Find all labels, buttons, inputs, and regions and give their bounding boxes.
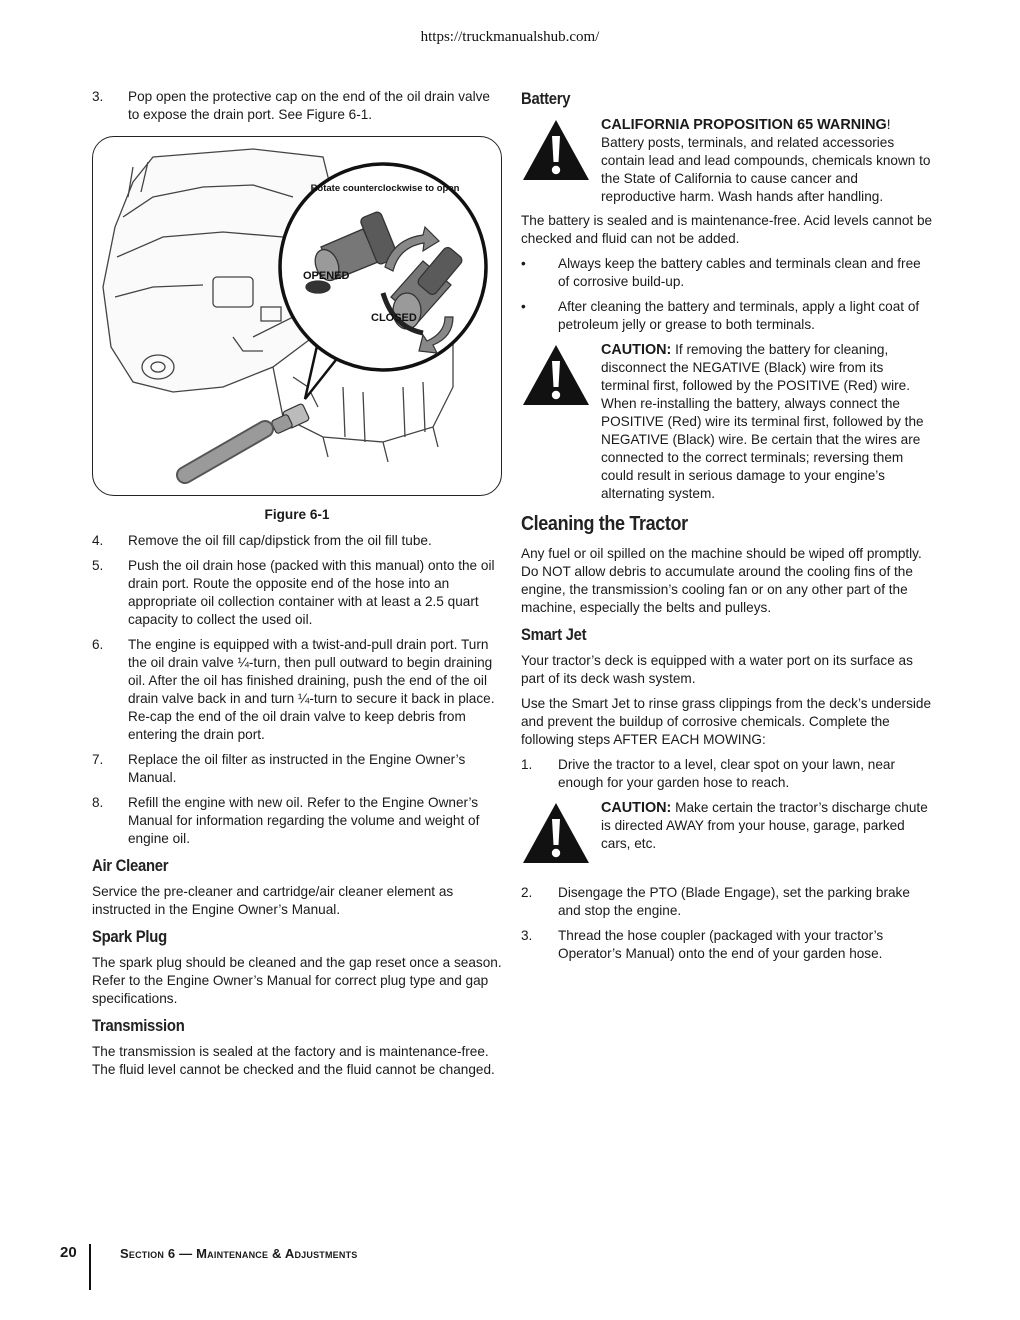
step-item — [92, 557, 502, 629]
caution-text: If removing the battery for cleaning, disconnect the NEGATIVE (Black) wire from its terminal first, followed by the POSITIVE (Red) wire. When re-installing the battery, always connect the POSITIVE (Red) wire its terminal first, followed by the NEGATIVE (Black) wire. Be certain that the wires are connected to the correct terminals; reversing them could result in serious damage to your engine’s alternating system. — [601, 342, 924, 501]
spark-plug-text: The spark plug should be cleaned and the gap reset once a season. Refer to the Engine Owner’s Manual for correct plug type and gap specifications. — [92, 955, 502, 1006]
air-cleaner-heading: Air Cleaner — [92, 857, 169, 875]
cleaning-heading: Cleaning the Tractor — [521, 513, 688, 535]
transmission-heading: Transmission — [92, 1017, 185, 1035]
bullet-item — [521, 298, 933, 334]
smart-jet-para2: Use the Smart Jet to rinse grass clippings from the deck’s underside and prevent the buildup of corrosive chemicals. Complete the following steps AFTER EACH MOWING: — [521, 696, 932, 747]
page-number: 20 — [60, 1244, 77, 1261]
figure-6-1 — [92, 136, 502, 496]
bullet-text: Always keep the battery cables and terminals clean and free of corrosive build-up. — [558, 256, 921, 289]
step-3 — [92, 88, 502, 124]
step-text: Pop open the protective cap on the end of the oil drain valve to expose the drain port. See Figure 6-1. — [128, 89, 490, 122]
source-url: https://truckmanualshub.com/ — [420, 29, 600, 45]
smart-jet-step-list — [521, 884, 933, 963]
footer-divider — [89, 1244, 91, 1290]
step-number: 8. — [92, 795, 104, 810]
step-number: 3. — [92, 89, 104, 104]
step-text: Disengage the PTO (Blade Engage), set the parking brake and stop the engine. — [558, 885, 910, 918]
step-number: 3. — [521, 928, 533, 943]
transmission-text: The transmission is sealed at the factory and is maintenance-free. The fluid level cannot be checked and the fluid cannot be changed. — [92, 1044, 495, 1077]
figure-label-closed: CLOSED — [371, 312, 417, 324]
step-number: 6. — [92, 637, 104, 652]
bullet-text: After cleaning the battery and terminals, apply a light coat of petroleum jelly or grease to both terminals. — [558, 299, 920, 332]
prop65-bang: ! — [886, 117, 891, 132]
prop65-heading: CALIFORNIA PROPOSITION 65 WARNING — [601, 117, 887, 133]
step-text: Replace the oil filter as instructed in the Engine Owner’s Manual. — [128, 752, 466, 785]
prop65-text: Battery posts, terminals, and related accessories contain lead and lead compounds, chemicals known to the State of California to cause cancer and reproductive harm. Wash hands after handling. — [601, 135, 931, 204]
figure-label-rotate: Rotate counterclockwise to open — [310, 183, 460, 194]
step-number: 7. — [92, 752, 104, 767]
battery-heading: Battery — [521, 90, 571, 108]
spark-plug-heading: Spark Plug — [92, 928, 167, 946]
step-text: Remove the oil fill cap/dipstick from the oil fill tube. — [128, 533, 432, 548]
left-step-list — [92, 532, 502, 848]
battery-bullet-list — [521, 255, 933, 334]
step-text: Thread the hose coupler (packaged with your tractor’s Operator’s Manual) onto the end of your garden hose. — [558, 928, 884, 961]
step-text: The engine is equipped with a twist-and-pull drain port. Turn the oil drain valve ¼-turn, then pull outward to begin draining oil. After the oil has finished draining, push the end of the oil drain valve back in and turn ¼-turn to secure it back in place. Re-cap the end of the oil drain valve to keep debris from entering the drain port. — [128, 637, 495, 742]
bullet-dot: • — [521, 256, 526, 271]
step-number: 2. — [521, 885, 533, 900]
step-item — [92, 532, 502, 550]
figure-label-opened: OPENED — [303, 270, 350, 282]
caution-heading: CAUTION: — [601, 800, 672, 816]
step-number: 4. — [92, 533, 104, 548]
left-column — [92, 88, 502, 1086]
step-item — [521, 927, 933, 963]
step-item — [92, 794, 502, 848]
smart-jet-heading: Smart Jet — [521, 626, 587, 644]
step-text: Refill the engine with new oil. Refer to the Engine Owner’s Manual for information regarding the volume and weight of engine oil. — [128, 795, 480, 846]
battery-caution — [521, 341, 933, 503]
oil-drain-illustration — [93, 137, 502, 496]
prop65-warning — [521, 116, 933, 206]
caution-triangle-icon — [521, 341, 601, 503]
bullet-item — [521, 255, 933, 291]
bullet-dot: • — [521, 299, 526, 314]
section-title: Section 6 — Maintenance & Adjustments — [120, 1246, 358, 1261]
step-item — [92, 636, 502, 744]
step-text: Drive the tractor to a level, clear spot on your lawn, near enough for your garden hose to reach. — [558, 757, 895, 790]
step-number: 1. — [521, 757, 533, 772]
caution-triangle-icon — [521, 799, 601, 870]
step-text: Push the oil drain hose (packed with this manual) onto the oil drain port. Route the opposite end of the hose into an appropriate oil collection container with at least a 2.5 quart capacity to collect the used oil. — [128, 558, 495, 627]
air-cleaner-text: Service the pre-cleaner and cartridge/air cleaner element as instructed in the Engine Owner’s Manual. — [92, 884, 454, 917]
smart-jet-caution — [521, 799, 933, 870]
figure-caption: Figure 6-1 — [264, 507, 330, 522]
smart-jet-step-1 — [521, 756, 933, 792]
step-number: 5. — [92, 558, 104, 573]
right-column — [521, 88, 933, 970]
caution-text: Make certain the tractor’s discharge chute is directed AWAY from your house, garage, parked cars, etc. — [601, 800, 928, 851]
caution-heading: CAUTION: — [601, 342, 672, 358]
step-item — [521, 884, 933, 920]
warning-triangle-icon — [521, 116, 601, 206]
battery-paragraph: The battery is sealed and is maintenance-free. Acid levels cannot be checked and fluid can not be added. — [521, 213, 933, 246]
smart-jet-para1: Your tractor’s deck is equipped with a water port on its surface as part of its deck wash system. — [521, 653, 913, 686]
step-item — [92, 751, 502, 787]
cleaning-text: Any fuel or oil spilled on the machine should be wiped off promptly. Do NOT allow debris to accumulate around the cooling fins of the engine, the transmission’s cooling fan or on any other part of the machine, especially the belts and pulleys. — [521, 546, 922, 615]
